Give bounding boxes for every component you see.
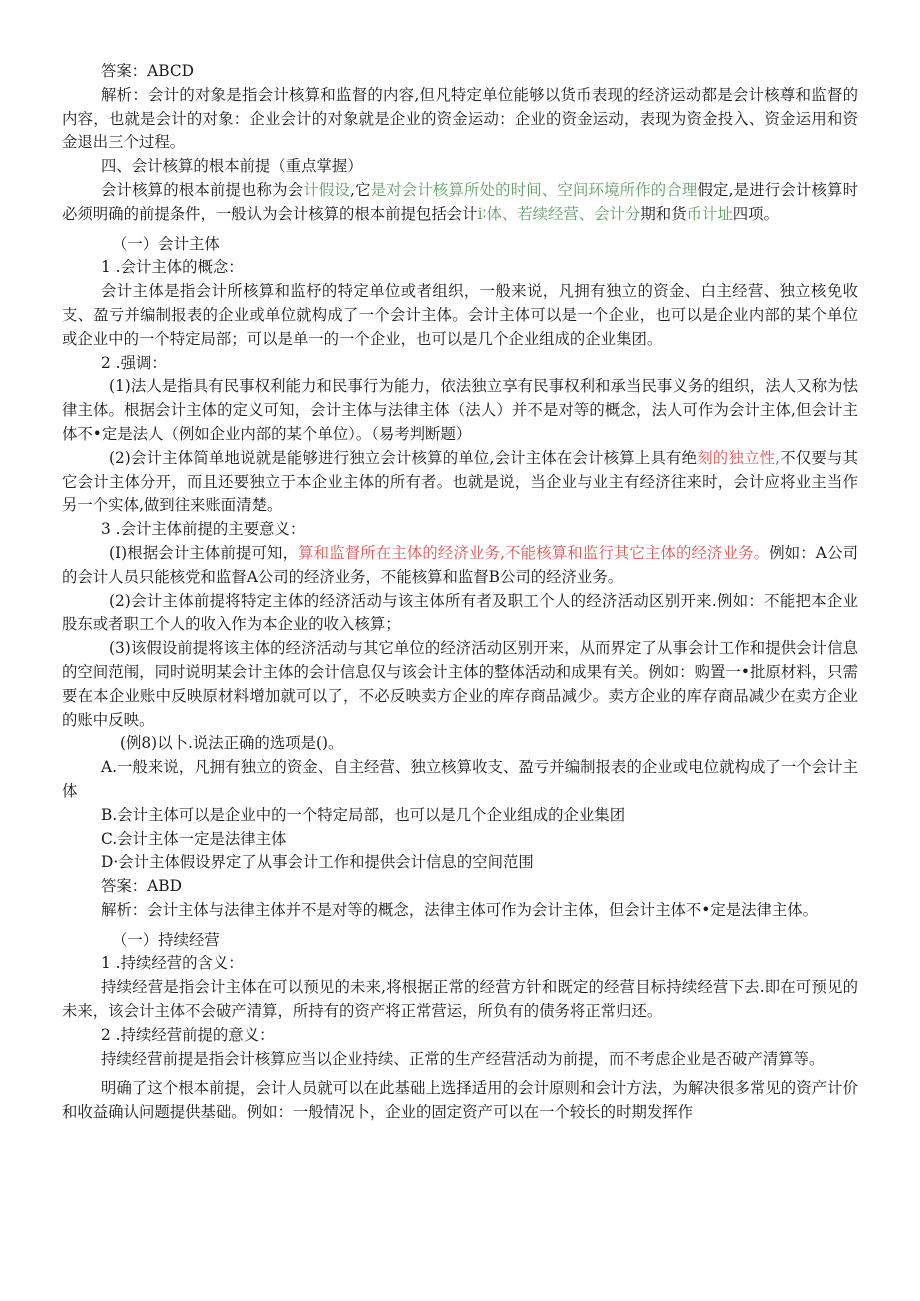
premise-paragraph: 会计核算的根本前提也称为会计假设,它是对会计核算所处的时间、空间环境所作的合理假定,是进行会计核算时必须明确的前提条件，一般认为会计核算的根本前提包括会计i∶体、若续经营、会计分期和货币计址四项。 bbox=[62, 180, 858, 223]
meaning-paragraph-1: (I)根据会计主体前提可知，算和监督所在主体的经济业务,不能核算和监行其它主体的经济业务。例如：A公司的会计人员只能核党和监督A公司的经济业务，不能核算和监督B公司的经济业务。 bbox=[62, 543, 858, 586]
emphasis-paragraph-2: (2)会计主体简单地说就是能够进行独立会计核算的单位,会计主体在会计核算上具有绝刻的独立性,不仅要与其它会计主体分开，而且还要独立于本企业主体的所有者。也就是说，当企业与业主有经济往来时，会计应将业主当作另一个实体,做到往来账面清楚。 bbox=[62, 448, 858, 515]
answer-line: 答案：ABD bbox=[101, 877, 182, 896]
analysis-paragraph: 解析：会计主体与法律主体并不是对等的概念，法律主体可作为会计主体，但会计主体不•定是法律主体。 bbox=[101, 900, 819, 919]
numbered-item: 2 .持续经营前提的意义： bbox=[101, 1025, 275, 1044]
document-page bbox=[62, 60, 858, 1125]
answer-line: 答案：ABCD bbox=[101, 62, 194, 80]
numbered-item: 1 .持续经营的含义： bbox=[101, 954, 244, 973]
entity-definition-paragraph: 会计主体是指会计所核算和监杼的特定单位或者组织，一般来说，凡拥有独立的资金、白主经营、独立核免收支、盈亏并编制报表的企业或单位就构成了一个会计主体。会计主体可以是一个企业，也可以是企业内部的某个单位或企业中的一个特定局部；可以是单一的一个企业，也可以是几个企业组成的企业集团。 bbox=[62, 282, 858, 348]
section-heading: 四、会计核算的根本前提（重点掌握） bbox=[101, 157, 363, 176]
meaning-paragraph-2: (2)会计主体前提将特定主体的经济活动与该主体所有者及职工个人的经济活动区别开来.例如：不能把本企业股东或者职工个人的收入作为本企业的收入核算； bbox=[62, 591, 858, 634]
going-concern-meaning: 持续经营前提是指会计核算应当以企业持续、正常的生产经营活动为前提，而不考虑企业是否破产清算等。 bbox=[101, 1049, 825, 1068]
numbered-item: 3 .会计主体前提的主要意义： bbox=[101, 520, 306, 539]
example-question: (例8)以卜.说法正确的选项是()。 bbox=[120, 734, 344, 753]
analysis-paragraph: 解析：会计的对象是指会计核算和监督的内容,但凡特定单位能够以货币表现的经济运动都是会计核尊和监督的内容，也就是会计的对象：企业会计的对象就是企业的资金运动：企业的资金运动，表现为资金投入、资金运用和资金退出三个过程。 bbox=[62, 85, 858, 152]
going-concern-example: 明确了这个根本前提，会计人员就可以在此基础上选择适用的会计原则和会计方法，为解决很多常见的资产计价和收益确认问题提供基础。例如：一般情况卜，企业的固定资产可以在一个较长的时期发挥作 bbox=[62, 1079, 858, 1122]
subsection-heading: （一）持续经营 bbox=[112, 930, 220, 949]
numbered-item: 1 .会计主体的概念： bbox=[101, 258, 244, 277]
meaning-paragraph-3: (3)该假设前提将该主体的经济活动与其它单位的经济活动区别开来，从而界定了从事会计工作和提供会计信息的空间范闱，同时说明某会计主体的会计信息仅与该会计主体的整体活动和成果有关。例如：购置一•批原材料，只需要在本企业账中反映原材料增加就可以了，不必反映卖方企业的库存商品减少。卖方企业的库存商品减少在卖方企业的账中反映。 bbox=[62, 639, 858, 729]
going-concern-definition: 持续经营是指会计主体在可以预见的未来,将根据正常的经营方针和既定的经营目标持续经营下去.即在可预见的未来，该会计主体不会破产清算，所持有的资产将正常营运，所负有的债务将正常归还。 bbox=[62, 978, 858, 1021]
emphasis-paragraph-1: (1)法人是指具有民事权利能力和民事行为能力，依法独立享有民事权利和承当民事义务的组织，法人又称为怯律主体。根据会计主体的定义可知，会计主体与法律主体（法人）并不是对等的概念，法人可作为会计主体,但会计主体不•定是法人（例如企业内部的某个单位）。（易考判断题） bbox=[62, 377, 858, 443]
option-b: B.会计主体可以是企业中的一个特定局部，也可以是几个企业组成的企业集团 bbox=[101, 805, 626, 824]
option-a: A.一般来说，凡拥有独立的资金、自主经营、独立核算收支、盈亏并编制报表的企业或电位就构成了一个会计主体 bbox=[62, 758, 858, 800]
option-c: C.会计主体一定是法律主体 bbox=[101, 829, 287, 848]
option-d: D·会计主体假设界定了从事会计工作和提供会计信息的空间范围 bbox=[101, 853, 534, 872]
numbered-item: 2 .强调： bbox=[101, 353, 167, 372]
subsection-heading: （一）会计主体 bbox=[112, 234, 220, 253]
